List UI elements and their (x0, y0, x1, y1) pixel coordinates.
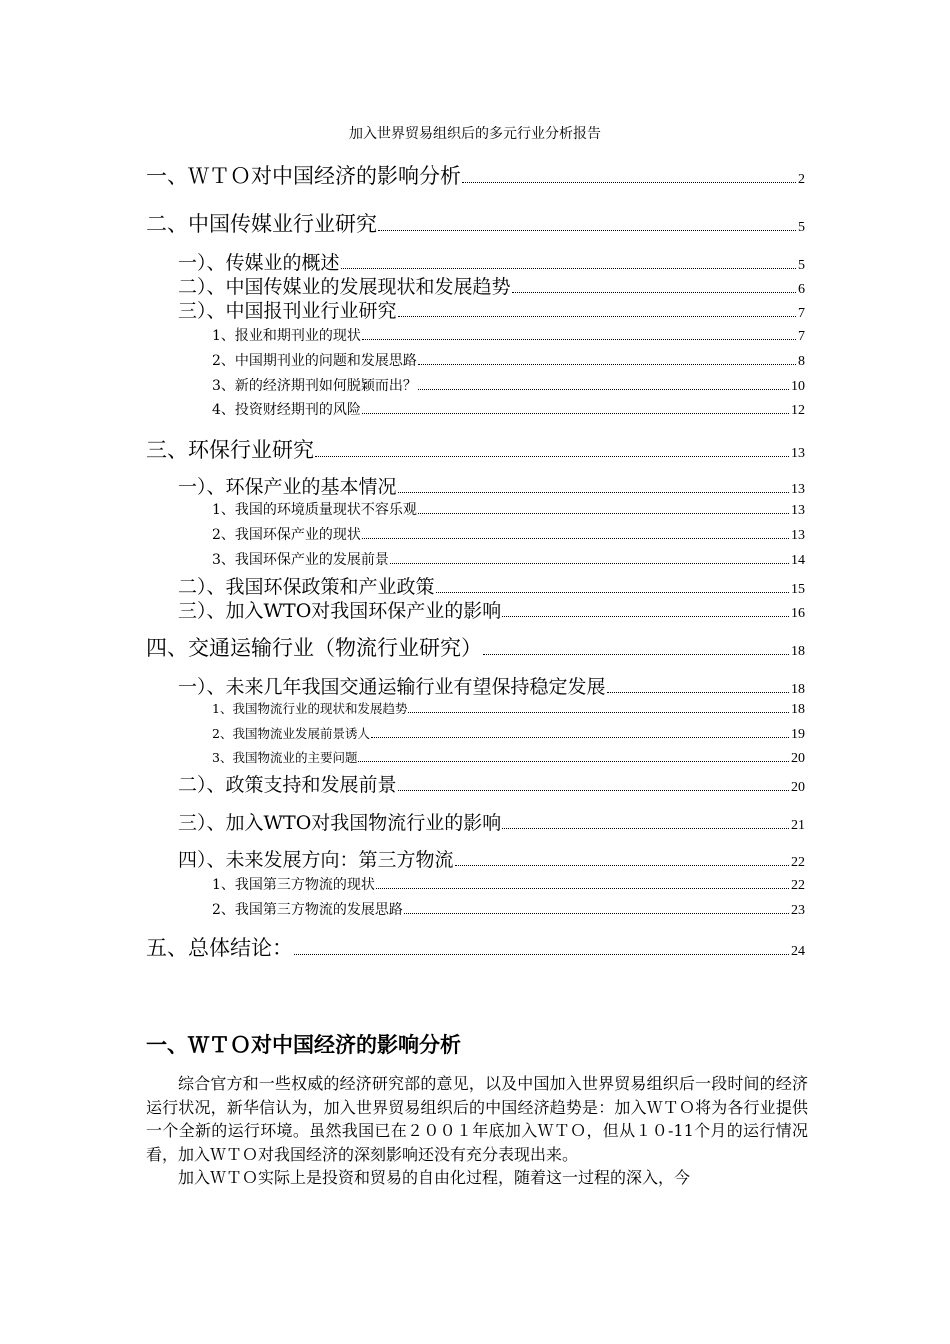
toc-entry[interactable] (178, 808, 805, 834)
toc-label: 1、我国的环境质量现状不容乐观 (212, 502, 417, 518)
toc-leader (418, 363, 796, 365)
toc-entry[interactable] (178, 572, 805, 598)
paragraph: 综合官方和一些权威的经济研究部的意见，以及中国加入世界贸易组织后一段时间的经济运行状况，新华信认为，加入世界贸易组织后的中国经济趋势是：加入ＷＴＯ将为各行业提供一个全新的运行环境。虽然我国已在２００１年底加入ＷＴＯ，但从１０-11个月的运行情况看，加入ＷＴＯ对我国经济的深刻影响还没有充分表现出来。 (146, 1074, 808, 1164)
toc-leader (502, 615, 789, 617)
toc-page-number: 10 (791, 379, 805, 394)
toc-label: 1、报业和期刊业的现状 (212, 328, 361, 344)
toc-page-number: 23 (791, 903, 805, 918)
toc-leader (462, 181, 796, 183)
toc-leader (418, 512, 789, 514)
toc-page-number: 18 (791, 702, 805, 717)
toc-page-number: 20 (791, 751, 805, 766)
toc-page-number: 24 (791, 944, 805, 959)
toc-page-number: 7 (798, 329, 805, 344)
toc-label: 四）、未来发展方向：第三方物流 (178, 849, 454, 871)
toc-label: 一）、环保产业的基本情况 (178, 476, 397, 498)
toc-label: 四、交通运输行业（物流行业研究） (146, 636, 482, 660)
toc-entry[interactable] (146, 632, 805, 660)
toc-label: 4、投资财经期刊的风险 (212, 402, 361, 418)
toc-leader (398, 491, 789, 493)
toc-page-number: 18 (791, 682, 805, 697)
toc-leader (404, 912, 789, 914)
toc-leader (358, 760, 789, 762)
toc-page-number: 5 (798, 258, 805, 273)
toc-entry[interactable] (178, 672, 805, 698)
toc-entry[interactable] (146, 160, 805, 188)
toc-page-number: 6 (798, 282, 805, 297)
toc-entry[interactable] (212, 325, 805, 345)
toc-label: 一）、传媒业的概述 (178, 252, 340, 274)
toc-entry[interactable] (146, 932, 805, 960)
toc-label: 二）、中国传媒业的发展现状和发展趋势 (178, 276, 511, 298)
toc-entry[interactable] (212, 724, 805, 744)
toc-page-number: 13 (791, 528, 805, 543)
toc-leader (502, 827, 789, 829)
toc-label: 2、我国物流业发展前景诱人 (212, 726, 370, 741)
toc-leader (294, 953, 789, 955)
section-body (146, 1072, 808, 1190)
toc-page-number: 12 (791, 403, 805, 418)
toc-label: 3、我国物流业的主要问题 (212, 750, 358, 765)
toc-label: 三）、加入WTO对我国环保产业的影响 (178, 600, 502, 622)
toc-label: 一）、未来几年我国交通运输行业有望保持稳定发展 (178, 676, 606, 698)
toc-label: 二）、政策支持和发展前景 (178, 774, 397, 796)
toc-entry[interactable] (212, 375, 805, 395)
toc-leader (376, 887, 789, 889)
toc-label: 1、我国物流行业的现状和发展趋势 (212, 701, 408, 716)
toc-entry[interactable] (178, 248, 805, 274)
toc-leader (341, 267, 796, 269)
toc-label: 二、中国传媒业行业研究 (146, 212, 377, 236)
toc-label: 五、总体结论： (146, 936, 293, 960)
toc-entry[interactable] (178, 770, 805, 796)
toc-leader (378, 229, 796, 231)
toc-leader (362, 338, 796, 340)
toc-leader (390, 562, 789, 564)
toc-label: 2、我国环保产业的现状 (212, 527, 361, 543)
toc-leader (398, 315, 796, 317)
toc-entry[interactable] (212, 549, 805, 569)
toc-page-number: 21 (791, 818, 805, 833)
toc-entry[interactable] (212, 499, 805, 519)
toc-page-number: 8 (798, 354, 805, 369)
toc-leader (371, 736, 789, 738)
toc-page-number: 16 (791, 606, 805, 621)
toc-entry[interactable] (212, 350, 805, 370)
section-heading: 一、ＷＴＯ对中国经济的影响分析 (146, 1033, 461, 1057)
toc-label: 三）、加入WTO对我国物流行业的影响 (178, 812, 502, 834)
toc-entry[interactable] (178, 272, 805, 298)
toc-entry[interactable] (178, 472, 805, 498)
toc-leader (408, 711, 789, 713)
toc-entry[interactable] (178, 296, 805, 322)
toc-label: 2、我国第三方物流的发展思路 (212, 902, 403, 918)
toc-leader (512, 291, 796, 293)
toc-page-number: 15 (791, 582, 805, 597)
toc-label: 3、我国环保产业的发展前景 (212, 552, 389, 568)
document-title: 加入世界贸易组织后的多元行业分析报告 (349, 126, 601, 142)
toc-page-number: 5 (798, 220, 805, 235)
toc-page-number: 13 (791, 446, 805, 461)
toc-label: 2、中国期刊业的问题和发展思路 (212, 353, 417, 369)
toc-label: 3、新的经济期刊如何脱颖而出？ (212, 378, 417, 394)
toc-entry[interactable] (146, 434, 805, 462)
toc-leader (436, 591, 789, 593)
toc-page-number: 22 (791, 878, 805, 893)
toc-leader (455, 864, 789, 866)
toc-label: 一、ＷＴＯ对中国经济的影响分析 (146, 164, 461, 188)
toc-leader (418, 388, 789, 390)
toc-entry[interactable] (178, 845, 805, 871)
toc-page-number: 19 (791, 727, 805, 742)
toc-page-number: 13 (791, 503, 805, 518)
toc-entry[interactable] (212, 899, 805, 919)
toc-page-number: 14 (791, 553, 805, 568)
toc-label: 二）、我国环保政策和产业政策 (178, 576, 435, 598)
paragraph: 加入ＷＴＯ实际上是投资和贸易的自由化过程，随着这一过程的深入，今 (178, 1168, 691, 1187)
toc-leader (315, 455, 789, 457)
toc-entry[interactable] (212, 524, 805, 544)
toc-page-number: 13 (791, 482, 805, 497)
toc-entry[interactable] (212, 748, 805, 768)
toc-page-number: 2 (798, 172, 805, 187)
toc-leader (607, 691, 789, 693)
toc-entry[interactable] (212, 399, 805, 419)
toc-leader (483, 653, 789, 655)
toc-page-number: 18 (791, 644, 805, 659)
toc-label: 三、环保行业研究 (146, 438, 314, 462)
toc-entry[interactable] (212, 874, 805, 894)
toc-entry[interactable] (212, 699, 805, 719)
toc-leader (362, 537, 789, 539)
toc-page-number: 20 (791, 780, 805, 795)
toc-leader (362, 412, 789, 414)
toc-page-number: 7 (798, 306, 805, 321)
toc-entry[interactable] (178, 596, 805, 622)
toc-leader (398, 789, 789, 791)
toc-entry[interactable] (146, 208, 805, 236)
toc-label: 三）、中国报刊业行业研究 (178, 300, 397, 322)
toc-label: 1、我国第三方物流的现状 (212, 877, 375, 893)
toc-page-number: 22 (791, 855, 805, 870)
